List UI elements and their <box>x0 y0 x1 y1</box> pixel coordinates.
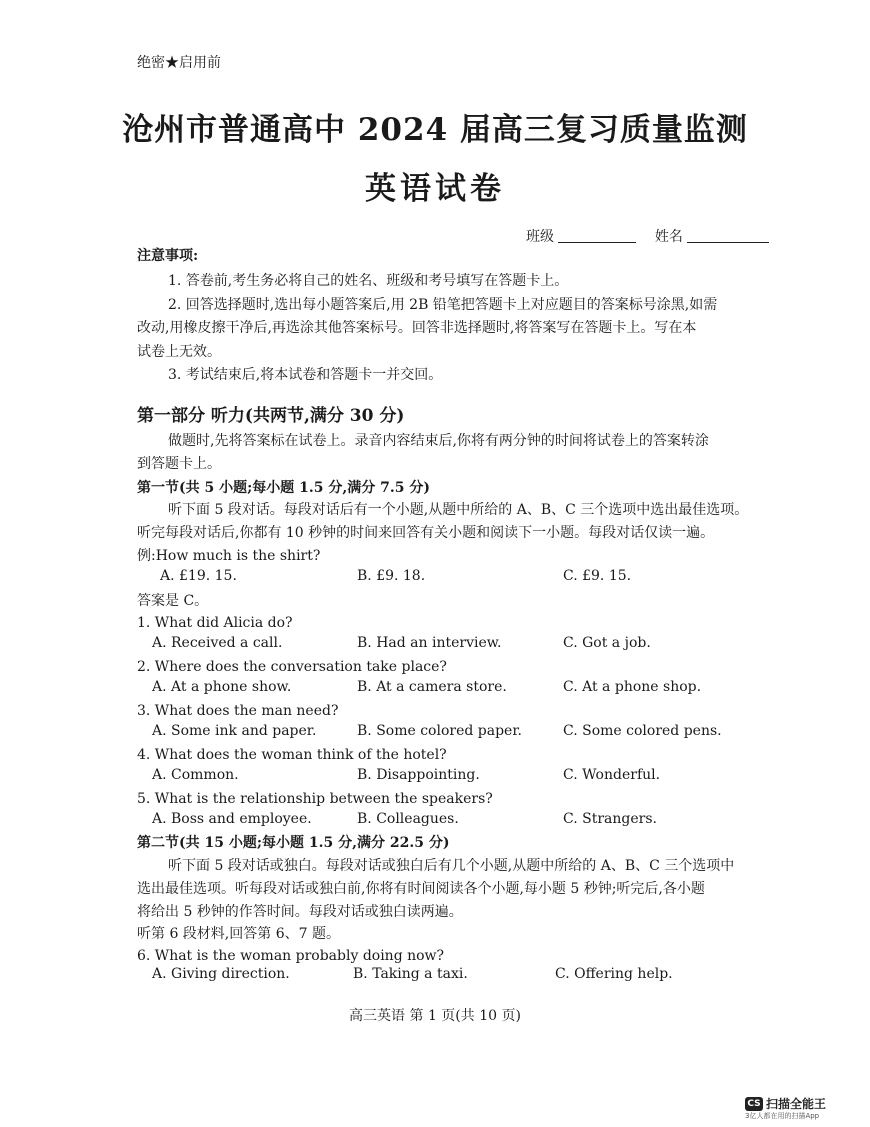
example-answer: 答案是 C。 <box>137 593 209 609</box>
student-info-fields <box>526 226 769 246</box>
scanner-watermark <box>745 1095 826 1112</box>
q6-option-c[interactable]: C. Offering help. <box>555 966 673 982</box>
camscanner-logo-icon: CS <box>745 1097 763 1111</box>
page-footer: 高三英语 第 1 页(共 10 页) <box>349 1008 521 1024</box>
q1-option-b[interactable]: B. Had an interview. <box>357 635 502 651</box>
q2-option-a[interactable]: A. At a phone show. <box>152 679 292 695</box>
section2-intro-line-2: 选出最佳选项。听每段对话或独白前,你将有时间阅读各个小题,每小题 5 秒钟;听完后,各小题 <box>137 881 705 897</box>
example-option-b: B. £9. 18. <box>357 568 426 584</box>
confidential-label: 绝密★启用前 <box>137 55 221 71</box>
q2-option-c[interactable]: C. At a phone shop. <box>563 679 702 695</box>
question-1: 1. What did Alicia do? <box>137 615 293 631</box>
q6-option-b[interactable]: B. Taking a taxi. <box>353 966 468 982</box>
q3-option-b[interactable]: B. Some colored paper. <box>357 723 522 739</box>
q5-option-c[interactable]: C. Strangers. <box>563 811 657 827</box>
notice-item-2-line-1: 2. 回答选择题时,选出每小题答案后,用 2B 铅笔把答题卡上对应题目的答案标号涂黑,如需 <box>168 297 718 313</box>
section1-intro-line-2: 听完每段对话后,你都有 10 秒钟的时间来回答有关小题和阅读下一小题。每段对话仅读一遍。 <box>137 525 715 541</box>
exam-subtitle: 英语试卷 <box>365 171 505 207</box>
q4-option-a[interactable]: A. Common. <box>152 767 239 783</box>
notice-item-1: 1. 答卷前,考生务必将自己的姓名、班级和考号填写在答题卡上。 <box>168 273 569 289</box>
q4-option-b[interactable]: B. Disappointing. <box>357 767 480 783</box>
section1-intro-line-1: 听下面 5 段对话。每段对话后有一个小题,从题中所给的 A、B、C 三个选项中选出最佳选项。 <box>168 502 749 518</box>
watermark-subtitle: 3亿人都在用的扫描App <box>745 1112 820 1120</box>
name-blank[interactable] <box>687 228 769 243</box>
notice-item-2-line-3: 试卷上无效。 <box>137 344 221 360</box>
section2-heading: 第二节(共 15 小题;每小题 1.5 分,满分 22.5 分) <box>137 835 450 851</box>
example-option-c: C. £9. 15. <box>563 568 632 584</box>
example-option-a: A. £19. 15. <box>160 568 237 584</box>
q6-option-a[interactable]: A. Giving direction. <box>152 966 290 982</box>
question-3: 3. What does the man need? <box>137 703 339 719</box>
q3-option-c[interactable]: C. Some colored pens. <box>563 723 722 739</box>
exam-title: 沧州市普通高中 2024 届高三复习质量监测 <box>122 112 748 148</box>
notice-item-2-line-2: 改动,用橡皮擦干净后,再选涂其他答案标号。回答非选择题时,将答案写在答题卡上。写在本 <box>137 320 697 336</box>
question-2: 2. Where does the conversation take place? <box>137 659 447 675</box>
part1-intro-line-1: 做题时,先将答案标在试卷上。录音内容结束后,你将有两分钟的时间将试卷上的答案转涂 <box>168 433 709 449</box>
class-blank[interactable] <box>558 228 636 243</box>
material-6-instruction: 听第 6 段材料,回答第 6、7 题。 <box>137 926 340 942</box>
q2-option-b[interactable]: B. At a camera store. <box>357 679 507 695</box>
section2-intro-line-3: 将给出 5 秒钟的作答时间。每段对话或独白读两遍。 <box>137 904 463 920</box>
question-4: 4. What does the woman think of the hotel? <box>137 747 447 763</box>
q5-option-b[interactable]: B. Colleagues. <box>357 811 459 827</box>
question-5: 5. What is the relationship between the speakers? <box>137 791 493 807</box>
notice-heading: 注意事项: <box>137 248 199 264</box>
q5-option-a[interactable]: A. Boss and employee. <box>152 811 312 827</box>
part1-heading: 第一部分 听力(共两节,满分 30 分) <box>137 406 405 426</box>
q4-option-c[interactable]: C. Wonderful. <box>563 767 661 783</box>
class-label: 班级 <box>526 229 554 245</box>
q1-option-a[interactable]: A. Received a call. <box>152 635 283 651</box>
q1-option-c[interactable]: C. Got a job. <box>563 635 651 651</box>
name-label: 姓名 <box>654 229 683 245</box>
watermark-name: 扫描全能王 <box>766 1097 827 1111</box>
question-6: 6. What is the woman probably doing now? <box>137 948 445 964</box>
part1-intro-line-2: 到答题卡上。 <box>137 456 221 472</box>
notice-item-3: 3. 考试结束后,将本试卷和答题卡一并交回。 <box>168 367 443 383</box>
section2-intro-line-1: 听下面 5 段对话或独白。每段对话或独白后有几个小题,从题中所给的 A、B、C 三个选项中 <box>168 858 735 874</box>
example-question: 例:How much is the shirt? <box>137 548 321 564</box>
section1-heading: 第一节(共 5 小题;每小题 1.5 分,满分 7.5 分) <box>137 480 430 496</box>
q3-option-a[interactable]: A. Some ink and paper. <box>152 723 317 739</box>
